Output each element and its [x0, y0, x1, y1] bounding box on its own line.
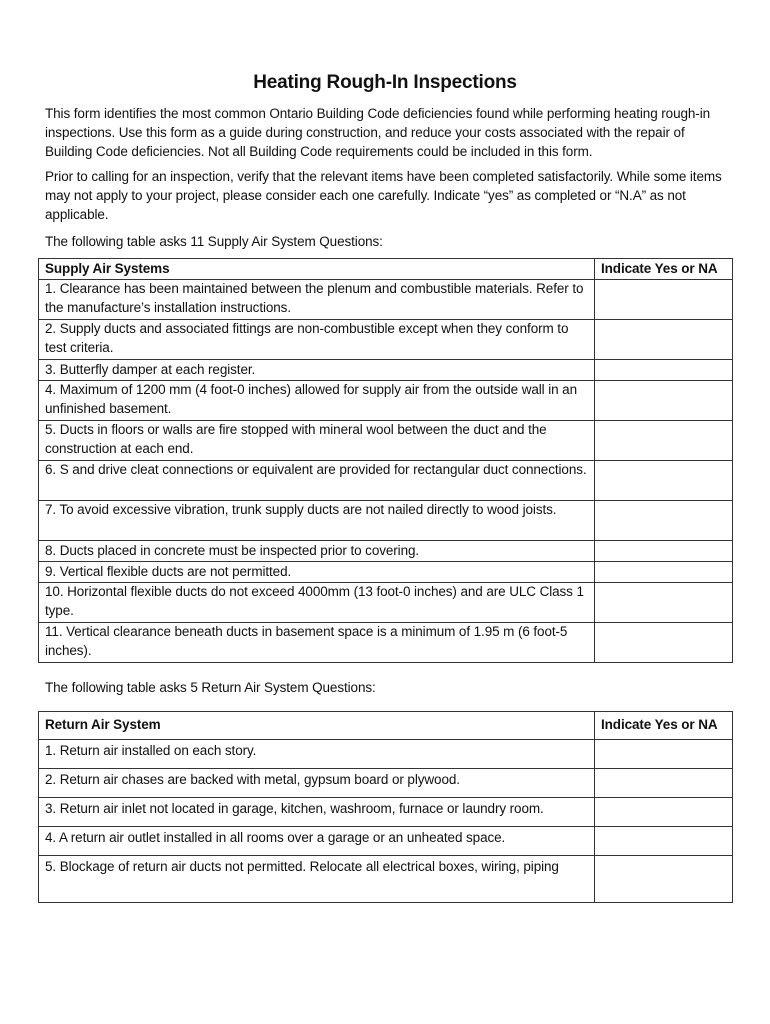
return-answer-2[interactable] — [595, 769, 733, 798]
table-row — [39, 541, 733, 562]
table-header-row — [39, 259, 733, 280]
table-row — [39, 501, 733, 541]
supply-air-table — [38, 258, 733, 663]
table-row — [39, 280, 733, 320]
supply-answer-6[interactable] — [595, 461, 733, 501]
table-row — [39, 320, 733, 360]
table-row — [39, 562, 733, 583]
table-row — [39, 740, 733, 769]
return-header: Return Air System — [39, 712, 595, 740]
supply-answer-9[interactable] — [595, 562, 733, 583]
supply-answer-5[interactable] — [595, 421, 733, 461]
return-answer-1[interactable] — [595, 740, 733, 769]
intro-paragraph: This form identifies the most common Ontario Building Code deficiencies found while performing heating rough-in inspections. Use this form as a guide during construction, and reduce your costs associated with the repair of Building Code deficiencies. Not all Building Code requirements could be included in this form. — [45, 106, 710, 159]
supply-question-5: 5. Ducts in floors or walls are fire stopped with mineral wool between the duct and the construction at each end. — [39, 421, 595, 461]
return-question-1: 1. Return air installed on each story. — [39, 740, 595, 769]
supply-answer-4[interactable] — [595, 381, 733, 421]
table-row — [39, 360, 733, 381]
supply-question-6: 6. S and drive cleat connections or equivalent are provided for rectangular duct connections. — [39, 461, 595, 501]
table-row — [39, 798, 733, 827]
return-question-5: 5. Blockage of return air ducts not permitted. Relocate all electrical boxes, wiring, piping — [39, 856, 595, 903]
supply-answer-7[interactable] — [595, 501, 733, 541]
return-air-table — [38, 711, 733, 903]
instructions-paragraph: Prior to calling for an inspection, verify that the relevant items have been completed satisfactorily. While some items may not apply to your project, please consider each one carefully. Indicate “yes” as completed or “N.A” as not applicable. — [45, 169, 722, 222]
table-header-row — [39, 712, 733, 740]
supply-answer-10[interactable] — [595, 583, 733, 623]
page-title: Heating Rough-In Inspections — [253, 72, 517, 93]
table-row — [39, 623, 733, 663]
supply-answer-2[interactable] — [595, 320, 733, 360]
supply-question-10: 10. Horizontal flexible ducts do not exceed 4000mm (13 foot-0 inches) and are ULC Class 1 type. — [39, 583, 595, 623]
return-question-4: 4. A return air outlet installed in all rooms over a garage or an unheated space. — [39, 827, 595, 856]
supply-header: Supply Air Systems — [39, 259, 595, 280]
table-row — [39, 421, 733, 461]
table-row — [39, 381, 733, 421]
supply-question-11: 11. Vertical clearance beneath ducts in basement space is a minimum of 1.95 m (6 foot-5 inches). — [39, 623, 595, 663]
supply-question-3: 3. Butterfly damper at each register. — [39, 360, 595, 381]
supply-question-7: 7. To avoid excessive vibration, trunk supply ducts are not nailed directly to wood joists. — [39, 501, 595, 541]
supply-answer-header: Indicate Yes or NA — [595, 259, 733, 280]
return-answer-5[interactable] — [595, 856, 733, 903]
supply-answer-11[interactable] — [595, 623, 733, 663]
supply-question-8: 8. Ducts placed in concrete must be inspected prior to covering. — [39, 541, 595, 562]
table-row — [39, 461, 733, 501]
return-question-2: 2. Return air chases are backed with metal, gypsum board or plywood. — [39, 769, 595, 798]
supply-table-intro: The following table asks 11 Supply Air System Questions: — [45, 234, 383, 249]
table-row — [39, 583, 733, 623]
supply-question-4: 4. Maximum of 1200 mm (4 foot-0 inches) allowed for supply air from the outside wall in an unfinished basement. — [39, 381, 595, 421]
return-table-intro: The following table asks 5 Return Air System Questions: — [45, 680, 376, 695]
return-answer-4[interactable] — [595, 827, 733, 856]
return-answer-3[interactable] — [595, 798, 733, 827]
table-row — [39, 827, 733, 856]
supply-answer-8[interactable] — [595, 541, 733, 562]
table-row — [39, 856, 733, 903]
return-question-3: 3. Return air inlet not located in garage, kitchen, washroom, furnace or laundry room. — [39, 798, 595, 827]
supply-question-2: 2. Supply ducts and associated fittings are non-combustible except when they conform to test criteria. — [39, 320, 595, 360]
supply-answer-1[interactable] — [595, 280, 733, 320]
supply-question-9: 9. Vertical flexible ducts are not permitted. — [39, 562, 595, 583]
supply-question-1: 1. Clearance has been maintained between the plenum and combustible materials. Refer to the manufacture’s installation instructions. — [39, 280, 595, 320]
table-row — [39, 769, 733, 798]
return-answer-header: Indicate Yes or NA — [595, 712, 733, 740]
supply-answer-3[interactable] — [595, 360, 733, 381]
